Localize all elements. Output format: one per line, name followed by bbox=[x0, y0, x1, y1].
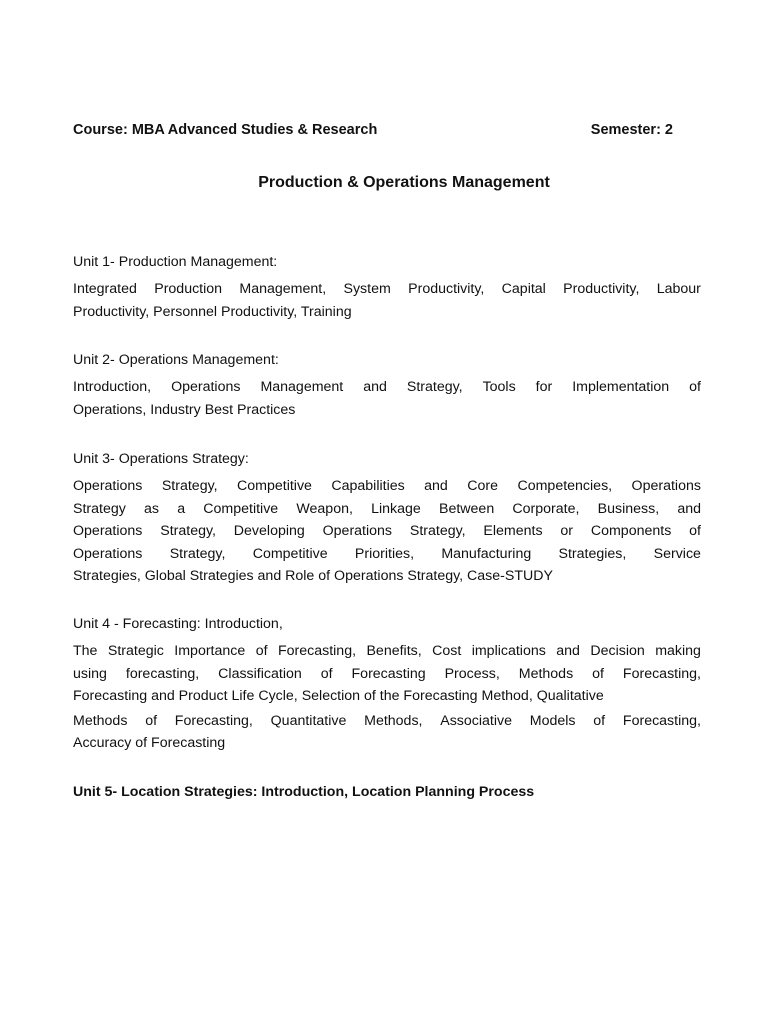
unit-body-line: The Strategic Importance of Forecasting, Benefits, Cost implications and Decision making bbox=[73, 643, 701, 659]
unit-heading: Unit 4 - Forecasting: Introduction, bbox=[73, 616, 283, 632]
page-title: Production & Operations Management bbox=[258, 174, 550, 191]
unit-body-line: using forecasting, Classification of Forecasting Process, Methods of Forecasting, bbox=[73, 665, 701, 682]
unit-heading: Unit 2- Operations Management: bbox=[73, 352, 279, 368]
unit-body-line: Operations Strategy, Competitive Priorities, Manufacturing Strategies, Service bbox=[73, 545, 701, 562]
unit-body-line: Strategies, Global Strategies and Role of Operations Strategy, Case-STUDY bbox=[73, 568, 553, 585]
unit-section-3 bbox=[73, 449, 701, 588]
unit-section-2 bbox=[73, 350, 701, 421]
unit-body-line: Forecasting and Product Life Cycle, Selection of the Forecasting Method, Qualitative bbox=[73, 688, 604, 705]
course-name: Course: MBA Advanced Studies & Research bbox=[73, 122, 378, 138]
unit-body-continued bbox=[73, 710, 701, 755]
unit-body bbox=[73, 278, 701, 323]
unit-heading: Unit 1- Production Management: bbox=[73, 254, 278, 270]
unit-body bbox=[73, 475, 701, 588]
unit-heading: Unit 5- Location Strategies: Introduction, Location Planning Process bbox=[73, 784, 535, 800]
unit-body-line: Operations Strategy, Developing Operations Strategy, Elements or Components of bbox=[73, 523, 701, 540]
unit-body-line: Productivity, Personnel Productivity, Training bbox=[73, 303, 352, 320]
unit-body-line: Operations Strategy, Competitive Capabilities and Core Competencies, Operations bbox=[73, 478, 701, 494]
semester-label: Semester: 2 bbox=[590, 122, 673, 138]
unit-heading: Unit 3- Operations Strategy: bbox=[73, 451, 249, 467]
unit-body-line: Operations, Industry Best Practices bbox=[73, 401, 296, 418]
unit-body bbox=[73, 640, 701, 708]
unit-body-line: Accuracy of Forecasting bbox=[73, 735, 226, 752]
unit-body-line: Methods of Forecasting, Quantitative Methods, Associative Models of Forecasting, bbox=[73, 712, 701, 729]
unit-section-5 bbox=[73, 782, 701, 808]
unit-body bbox=[73, 376, 701, 421]
unit-body-line: Introduction, Operations Management and Strategy, Tools for Implementation of bbox=[73, 379, 701, 395]
course-header bbox=[73, 122, 673, 142]
unit-section-1 bbox=[73, 252, 701, 323]
unit-body-line: Integrated Production Management, System Productivity, Capital Productivity, Labour bbox=[73, 281, 701, 297]
unit-section-4 bbox=[73, 614, 701, 755]
unit-body-line: Strategy as a Competitive Weapon, Linkage Between Corporate, Business, and bbox=[73, 500, 701, 517]
